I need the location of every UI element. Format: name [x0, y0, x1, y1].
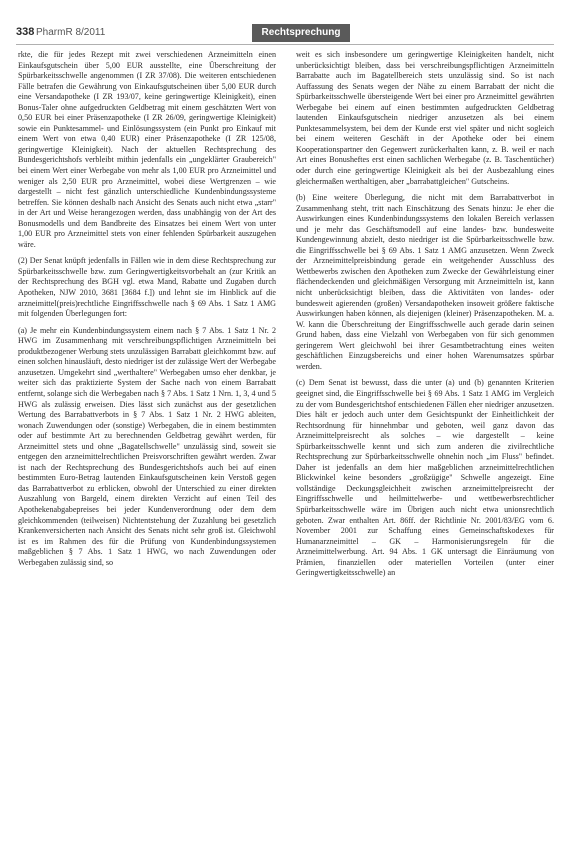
paragraph: weit es sich insbesondere um geringwertige Kleinigkeiten handelt, nicht unberücksichtigt bleiben, dass bei verschreibungspflichtigen Arzneimitteln Barrabatte auch im Bagatellbereich stets unzulässig sind. So ist nach Auffassung des Senats wegen der Nähe zu einem Barrabatt der nicht die Spürbarkeitsschwelle übersteigende Wert bei einer pro Arzneimittel gewährten Werbegabe bei einem auf einen bestimmten aufgedruckten Geldbetrag lautenden Einkaufsgutschein niedriger anzusetzen als bei einem Punktesammelsystem, bei dem der Kunde erst viel später und nicht sogleich bei einem weiteren Geschäft in der Apotheke oder bei einem Kooperationspartner den Gegenwert zurückerhalten kann, z. B. weil er nach Art eines Bonusheftes erst einen sachlichen Werbegabe (z. B. Taschentücher) oder durch eine geringwertige Kleinigkeit als bei der Ausbezahlung eines gleichermaßen werthaltigen, aber „barrabattgleichen" Gutscheins.	[296, 50, 554, 186]
header-divider	[16, 44, 554, 45]
paragraph: (a) Je mehr ein Kundenbindungssystem einem nach § 7 Abs. 1 Satz 1 Nr. 2 HWG im Zusammenhang mit verschreibungspflichtigen Arzneimitteln bei produktbezogener Werbung stets unzulässigen Barrabatt gleichkommt bzw. auf einen solchen hinausläuft, desto niedriger ist der zulässige Wert der Werbegabe anzusetzen. Umgekehrt sind „werthaltere" Werbegaben umso eher denkbar, je weiter sich das praktizierte System der Sache nach von einem Barrabatt entfernt, solange sich die Werbegaben nach § 7 Abs. 1 Satz 1 Nrn. 1, 3, 4 und 5 HWG als zulässig erweisen. Dies lässt sich zunächst aus der gesetzlichen Wertung des Barrabattverbots in § 7 Abs. 1 Satz 1 Nr. 2 HWG ableiten, wonach Zuwendungen oder (sonstige) Werbegaben, die in einem bestimmten oder auf bestimmte Art zu berechnenden Geldbetrag gewährt werden, für Arzneimittel stets und ohne „Bagatellschwelle" unzulässig sind, soweit sie entgegen den arzneimittelrechtlichen Preisvorschriften gewährt werden. Zwar ist nach der Rechtsprechung des Bundesgerichtshofs auch bei auf einen bestimmten Euro-Betrag lautenden Einkaufsgutscheinen kein Verstoß gegen das Barrabattverbot zu erblicken, obwohl der Unterschied zu einer direkten Auszahlung von Bargeld, einem direkten Verzicht auf einen Teil des Apothekenabgabepreises bei jeder Kundenverordnung oder dem dem gleichkommenden (teilweisen) Nichtentstehung der Zuzahlung bei gesetzlich Krankenversicherten nach Ansicht des Senats nicht sehr groß ist. Gleichwohl ist es im Rahmen des für die Prüfung von Kundenbindungssystemen maßgeblichen § 7 Abs. 1 Satz 1 HWG, wo nach Zuwendungen oder Werbegaben zulässig sind, so	[18, 325, 276, 567]
page-number: 338	[16, 26, 35, 38]
paragraph: (2) Der Senat knüpft jedenfalls in Fällen wie in dem diese Rechtsprechung zur Spürbarkeitsschwelle bzw. zum Geringwertigkeitsvorbehalt an (zur Kritik an der Rechtsprechung des BGH vgl. etwa Mand, Rabatte und Zugaben durch Apotheken, NJW 2010, 3681 [3684 f.]) und lehnt sie im Hinblick auf die arzneimittel(preis)rechtliche Eingriffsschwelle nach § 69 Abs. 1 Satz 1 AMG mit folgenden Überlegungen fort:	[18, 256, 276, 319]
left-column	[18, 50, 276, 574]
right-column	[296, 50, 554, 585]
paragraph: (b) Eine weitere Überlegung, die nicht mit dem Barrabattverbot in Zusammenhang steht, tritt nach Einschätzung des Senats hinzu: Je eher die Auswirkungen eines Kundenbindungssystems den lokalen Bereich verlassen und je mehr das Geschäftsmodell auf eine landes- bzw. bundesweite Kundengewinnung abzielt, desto niedriger ist die Spürbarkeitsschwelle bzw. die Eingriffsschwelle bei § 69 Abs. 1 Satz 1 AMG anzusetzen. Wenn Zweck der Arzneimittelpreisbindung gerade ein weitgehender Ausschluss des Wettbewerbs zwischen den Apotheken zum Zwecke der Gewährleistung einer flächendeckenden und gleichmäßigen Versorgung mit Arzneimitteln ist, kann nicht unberücksichtigt bleiben, dass die Aktivitäten von landes- oder bundesweit agierenden (großen) Versandapotheken insoweit größere faktische Auswirkungen haben können, als diejenigen (kleiner) Präsenzapotheken. M. a. W. kann die Überschreitung der Eingriffsschwelle auch gerade darin seinen Grund haben, dass eine Vielzahl von Werbegaben von für sich genommen geringerem Wert gleichwohl bei ihrer Gesamtbetrachtung eines weiten geschäftlichen Einzugsbereichs und einer hohen Warenumsatzes spürbar werden.	[296, 193, 554, 371]
section-label: Rechtsprechung	[252, 24, 350, 42]
page-header	[16, 26, 554, 40]
journal-reference: PharmR 8/2011	[36, 27, 106, 38]
paragraph: rkte, die für jedes Rezept mit zwei verschiedenen Arzneimitteln einen Einkaufsgutschein über 5,00 EUR ausstellte, eine Überschreitung der Spürbarkeitsschwelle angenommen (I ZR 37/08). Die weiteren entschiedenen Fälle betrafen die Gewährung von Einkaufsgutscheinen über 5,00 EUR durch eine Versandapotheke (I ZR 193/07, keine geringwertige Kleinigkeit), einen Bonus-Taler ohne aufgedruckten Geldbetrag mit einem geschätzten Wert von 0,50 EUR bei einer Präsenzapotheke (I ZR 26/09, geringwertige Kleinigkeit) sowie ein Punktesammel- und Einlösungssystem (ein Punkt pro Einkauf mit einem Wert von etwa 0,40 EUR) einer Präsenzapotheke (I ZR 125/08, geringwertige Kleinigkeit). Nach der aktuellen Rechtsprechung des Bundesgerichtshofs verbleibt mithin jedenfalls ein „ungeklärter Graubereich" bei einem Wert einer Werbegabe von mehr als 1,00 EUR pro Arzneimittel und weniger als 2,50 EUR pro Arzneimittel, wobei diese Wertgrenzen – wie dargestellt – nicht fest gänzlich unterschiedliche Kundenbindungssysteme betreffen. Sie können deshalb nach Ansicht des Senats auch nicht etwa „starr" in der Art und Weise herangezogen werden, dass unabhängig von der Art des Bonusmodells und dem Bandbreite des Einsatzes bei einem Wert von unter 1,00 EUR pro Arzneimittel stets von einer fehlenden Spürbarkeit auszugehen wäre.	[18, 50, 276, 249]
paragraph: (c) Dem Senat ist bewusst, dass die unter (a) und (b) genannten Kriterien geeignet sind, die Eingriffsschwelle bei § 69 Abs. 1 Satz 1 AMG im Vergleich zu der vom Bundesgerichtshof entschiedenen Fällen eher niedriger anzusetzen. Dies hält er jedoch auch unter dem Gesichtspunkt der Einheitlichkeit der Rechtsordnung für hinnehmbar und geboten, weil ganz davon das Arzneimittelpreisrecht als solches – wie dargestellt – keine Spürbarkeitsschwelle kennt und sich zum anderen die zivilrechtliche Rechtsprechung zur Spürbarkeitsschwelle ohnehin noch „im Fluss" befindet. Daher ist jedenfalls an dem hier maßgeblichen arzneimittelrechtlichen Blickwinkel keine besonders „großzügige" Schwelle angezeigt. Eine vollständige Deckungsgleichheit zwischen arzneimittelpreisrecht der Eingriffsschwelle und heilmittelwerbe- und wettbewerbsrechtlicher Spürbarkeitsschwelle wäre im Übrigen auch nicht etwa unionsrechtlich geboten. Zwar enthalten Art. 86ff. der Richtlinie Nr. 2001/83/EG vom 6. November 2001 zur Schaffung eines Gemeinschaftskodexes für Humanarzneimittel – GK – Harmonisierungsregeln für die Arzneimittelwerbung. Art. 94 Abs. 1 GK untersagt die Einräumung von Prämien, finanziellen oder materiellen Vorteilen (unter einer Geringwertigkeitsschwelle) an	[296, 378, 554, 578]
